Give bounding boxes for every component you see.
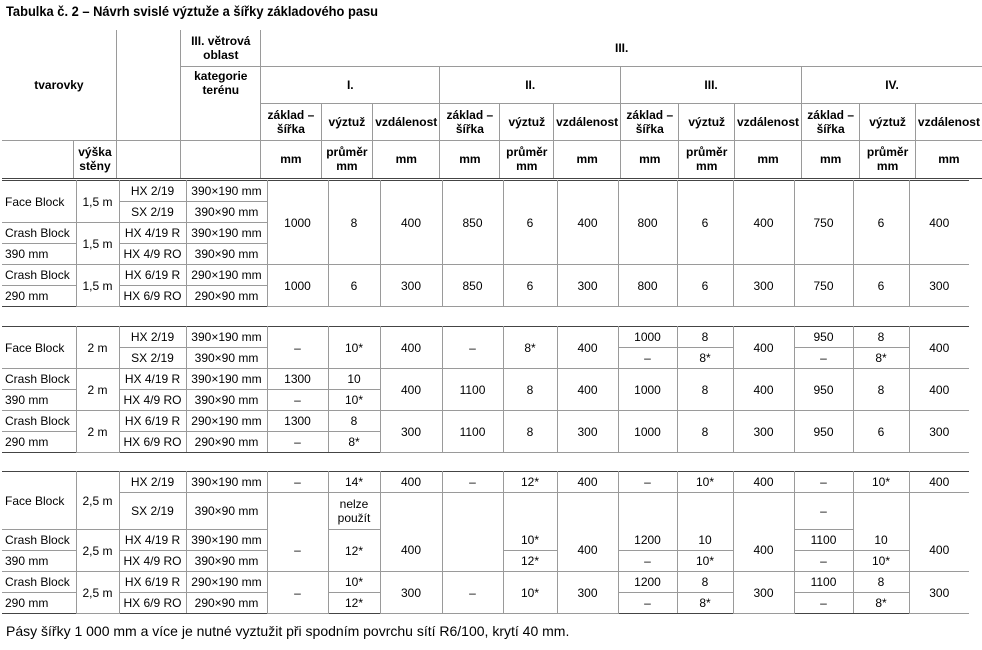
cell: 1300 [267, 411, 328, 432]
cell: 400 [557, 181, 618, 265]
cell: 10 [853, 530, 909, 551]
cell: 10* [853, 551, 909, 572]
section-2-5m [2, 471, 969, 614]
cell: 1200 [618, 530, 677, 551]
cell: 300 [380, 265, 442, 307]
cell: 8* [677, 348, 733, 369]
cell: 8 [328, 181, 380, 265]
type: HX 4/19 R [119, 530, 186, 551]
cell: 8* [503, 327, 557, 369]
cell: 1000 [267, 181, 328, 265]
wall-height: 2,5 m [76, 472, 119, 530]
type: HX 6/19 R [119, 411, 186, 432]
cell: 8 [677, 572, 733, 593]
cell: 6 [853, 265, 909, 307]
cell: 1000 [618, 369, 677, 411]
block-name: Face Block [2, 327, 76, 369]
type: SX 2/19 [119, 202, 186, 223]
cell: 8 [503, 369, 557, 411]
col-zaklad-2: základ – šířka [440, 103, 500, 140]
cell: 1000 [618, 327, 677, 348]
cell: – [267, 390, 328, 411]
cell: 400 [380, 181, 442, 265]
block-name: Crash Block [2, 265, 76, 286]
wall-height: 2,5 m [76, 572, 119, 614]
cell: 6 [677, 265, 733, 307]
type: HX 4/9 RO [119, 551, 186, 572]
cell: 400 [557, 327, 618, 369]
cell: 300 [557, 265, 618, 307]
wall-height: 2 m [76, 327, 119, 369]
cell: 12* [503, 472, 557, 493]
unit-prumer: průměr mm [679, 140, 735, 178]
cell: 300 [557, 572, 618, 614]
unit-prumer: průměr mm [321, 140, 373, 178]
type: HX 4/9 RO [119, 244, 186, 265]
type: HX 6/9 RO [119, 432, 186, 453]
category-3-header: III. [621, 66, 802, 103]
cell: 1100 [442, 411, 503, 453]
wall-height: 2 m [76, 411, 119, 453]
col-vzdalenost-3: vzdálenost [735, 103, 802, 140]
cell: 400 [733, 472, 794, 493]
cell: – [618, 593, 677, 614]
cell: 12* [328, 530, 380, 572]
cell: 300 [909, 572, 969, 614]
wall-height: 1,5 m [76, 181, 119, 223]
cell: 800 [618, 181, 677, 265]
cell: 10* [328, 572, 380, 593]
cell: 300 [557, 411, 618, 453]
cell: 8* [853, 593, 909, 614]
cell: 6 [328, 265, 380, 307]
size: 390×90 mm [186, 551, 267, 572]
block-width: 390 mm [2, 390, 76, 411]
cell: 6 [503, 181, 557, 265]
cell: 10* [328, 327, 380, 369]
category-1-header: I. [261, 66, 440, 103]
cell: 400 [733, 530, 794, 572]
type: HX 4/9 RO [119, 390, 186, 411]
cell: 850 [442, 181, 503, 265]
size: 290×190 mm [186, 572, 267, 593]
col-zaklad-4: základ – šířka [802, 103, 860, 140]
cell: 8 [328, 411, 380, 432]
cell: 10* [677, 551, 733, 572]
size: 390×190 mm [186, 369, 267, 390]
cell: 1200 [618, 572, 677, 593]
cell: 8 [503, 411, 557, 453]
cell: 300 [909, 411, 969, 453]
unit-mm: mm [915, 140, 982, 178]
cell: 300 [380, 411, 442, 453]
cell: – [442, 572, 503, 614]
cell: 8 [853, 369, 909, 411]
size: 390×190 mm [186, 327, 267, 348]
cell: 300 [733, 265, 794, 307]
cell: 400 [909, 327, 969, 369]
type: HX 4/19 R [119, 223, 186, 244]
size: 390×90 mm [186, 244, 267, 265]
type: SX 2/19 [119, 493, 186, 530]
cell: 300 [733, 411, 794, 453]
unit-prumer: průměr mm [500, 140, 554, 178]
cell: 800 [618, 265, 677, 307]
col-vzdalenost-2: vzdálenost [554, 103, 621, 140]
cell: 6 [503, 265, 557, 307]
cell: 400 [909, 472, 969, 493]
cell: 750 [794, 265, 853, 307]
cell: 12* [328, 593, 380, 614]
cell: 950 [794, 369, 853, 411]
cell: 400 [380, 369, 442, 411]
cell: 10* [677, 472, 733, 493]
cell: – [794, 551, 853, 572]
size: 390×90 mm [186, 348, 267, 369]
cell: – [267, 432, 328, 453]
size: 290×190 mm [186, 265, 267, 286]
block-width: 290 mm [2, 593, 76, 614]
size: 290×90 mm [186, 593, 267, 614]
size: 290×190 mm [186, 411, 267, 432]
size: 390×190 mm [186, 530, 267, 551]
cell: 400 [909, 181, 969, 265]
cell: – [618, 551, 677, 572]
cell: – [267, 530, 328, 572]
block-name: Face Block [2, 472, 76, 530]
cell: nelze použít [328, 493, 380, 530]
cell: 8 [853, 572, 909, 593]
cell: 6 [677, 181, 733, 265]
cell: 10* [853, 472, 909, 493]
block-name: Face Block [2, 181, 76, 223]
unit-mm: mm [735, 140, 802, 178]
cell: 10* [503, 572, 557, 614]
cell: 400 [557, 369, 618, 411]
unit-mm: mm [554, 140, 621, 178]
wall-height: 1,5 m [76, 265, 119, 307]
block-width: 390 mm [2, 244, 76, 265]
table-header [2, 30, 982, 179]
col-zaklad-3: základ – šířka [621, 103, 679, 140]
block-name: Crash Block [2, 572, 76, 593]
unit-prumer: průměr mm [860, 140, 916, 178]
section-1-5m [2, 180, 969, 307]
unit-mm: mm [802, 140, 860, 178]
cell: 400 [733, 327, 794, 369]
size: 290×90 mm [186, 286, 267, 307]
cell: 6 [853, 181, 909, 265]
wall-height: 1,5 m [76, 223, 119, 265]
cell: – [618, 348, 677, 369]
cell: 400 [557, 530, 618, 572]
cell: 8 [677, 327, 733, 348]
cell: – [794, 593, 853, 614]
cell: 12* [503, 551, 557, 572]
cell: – [267, 572, 328, 614]
col-vyztuz-2: výztuž [500, 103, 554, 140]
vyska-steny-header: výška stěny [74, 140, 117, 178]
cell: 10* [328, 390, 380, 411]
cell: 1000 [618, 411, 677, 453]
block-name: Crash Block [2, 411, 76, 432]
type: HX 6/9 RO [119, 286, 186, 307]
unit-mm: mm [373, 140, 440, 178]
size: 290×90 mm [186, 432, 267, 453]
cell: – [794, 348, 853, 369]
cell: 1100 [442, 369, 503, 411]
unit-mm: mm [621, 140, 679, 178]
cell: 400 [733, 181, 794, 265]
tvarovky-header: tvarovky [2, 30, 116, 140]
cell: – [267, 327, 328, 369]
cell: 750 [794, 181, 853, 265]
wall-height: 2 m [76, 369, 119, 411]
cell: 950 [794, 411, 853, 453]
cell: 400 [380, 472, 442, 493]
kategorie-terenu-header: kategorie terénu [181, 66, 261, 140]
cell: 10 [677, 530, 733, 551]
cell: 400 [557, 472, 618, 493]
cell: 1100 [794, 530, 853, 551]
section-2m [2, 326, 969, 453]
cell: 14* [328, 472, 380, 493]
cell: 1300 [267, 369, 328, 390]
cell: – [794, 493, 853, 530]
cell: 300 [733, 572, 794, 614]
type: HX 6/9 RO [119, 593, 186, 614]
wall-height: 2,5 m [76, 530, 119, 572]
size: 390×90 mm [186, 202, 267, 223]
table-title: Tabulka č. 2 – Návrh svislé výztuže a šířky základového pasu [6, 3, 379, 19]
type: HX 2/19 [119, 327, 186, 348]
cell: – [267, 472, 328, 493]
unit-mm: mm [440, 140, 500, 178]
cell: 10* [503, 530, 557, 551]
cell: 8* [853, 348, 909, 369]
cell: – [794, 472, 853, 493]
cell: 8 [677, 369, 733, 411]
cell: 400 [380, 327, 442, 369]
cell: 950 [794, 327, 853, 348]
unit-mm: mm [261, 140, 321, 178]
cell: 8* [328, 432, 380, 453]
type: SX 2/19 [119, 348, 186, 369]
block-width: 390 mm [2, 551, 76, 572]
block-name: Crash Block [2, 530, 76, 551]
size: 390×90 mm [186, 493, 267, 530]
type: HX 4/19 R [119, 369, 186, 390]
cell: – [442, 327, 503, 369]
col-vzdalenost-4: vzdálenost [915, 103, 982, 140]
cell: 6 [853, 411, 909, 453]
cell: 8 [853, 327, 909, 348]
cell: 400 [733, 369, 794, 411]
cell: – [618, 472, 677, 493]
category-4-header: IV. [802, 66, 982, 103]
cell: 8* [677, 593, 733, 614]
block-name: Crash Block [2, 223, 76, 244]
block-width: 290 mm [2, 286, 76, 307]
cell: 1100 [794, 572, 853, 593]
type: HX 2/19 [119, 181, 186, 202]
col-vyztuz-3: výztuž [679, 103, 735, 140]
col-zaklad-1: základ – šířka [261, 103, 321, 140]
vetrova-oblast-value: III. [261, 30, 982, 66]
size: 390×190 mm [186, 223, 267, 244]
col-vzdalenost-1: vzdálenost [373, 103, 440, 140]
block-name: Crash Block [2, 369, 76, 390]
cell: 8 [677, 411, 733, 453]
cell: 400 [909, 530, 969, 572]
footnote: Pásy šířky 1 000 mm a více je nutné vyztužit při spodním povrchu sítí R6/100, krytí 40 mm. [6, 623, 570, 639]
type: HX 2/19 [119, 472, 186, 493]
type: HX 6/19 R [119, 572, 186, 593]
type: HX 6/19 R [119, 265, 186, 286]
cell: 10 [328, 369, 380, 390]
cell: 850 [442, 265, 503, 307]
size: 390×190 mm [186, 472, 267, 493]
cell: 400 [380, 530, 442, 572]
category-2-header: II. [440, 66, 621, 103]
cell: 300 [909, 265, 969, 307]
cell: 400 [909, 369, 969, 411]
col-vyztuz-1: výztuž [321, 103, 373, 140]
size: 390×190 mm [186, 181, 267, 202]
cell: 1000 [267, 265, 328, 307]
cell: 300 [380, 572, 442, 614]
cell: – [442, 472, 503, 493]
size: 390×90 mm [186, 390, 267, 411]
vetrova-oblast-header: III. větrová oblast [181, 30, 261, 66]
col-vyztuz-4: výztuž [860, 103, 916, 140]
block-width: 290 mm [2, 432, 76, 453]
